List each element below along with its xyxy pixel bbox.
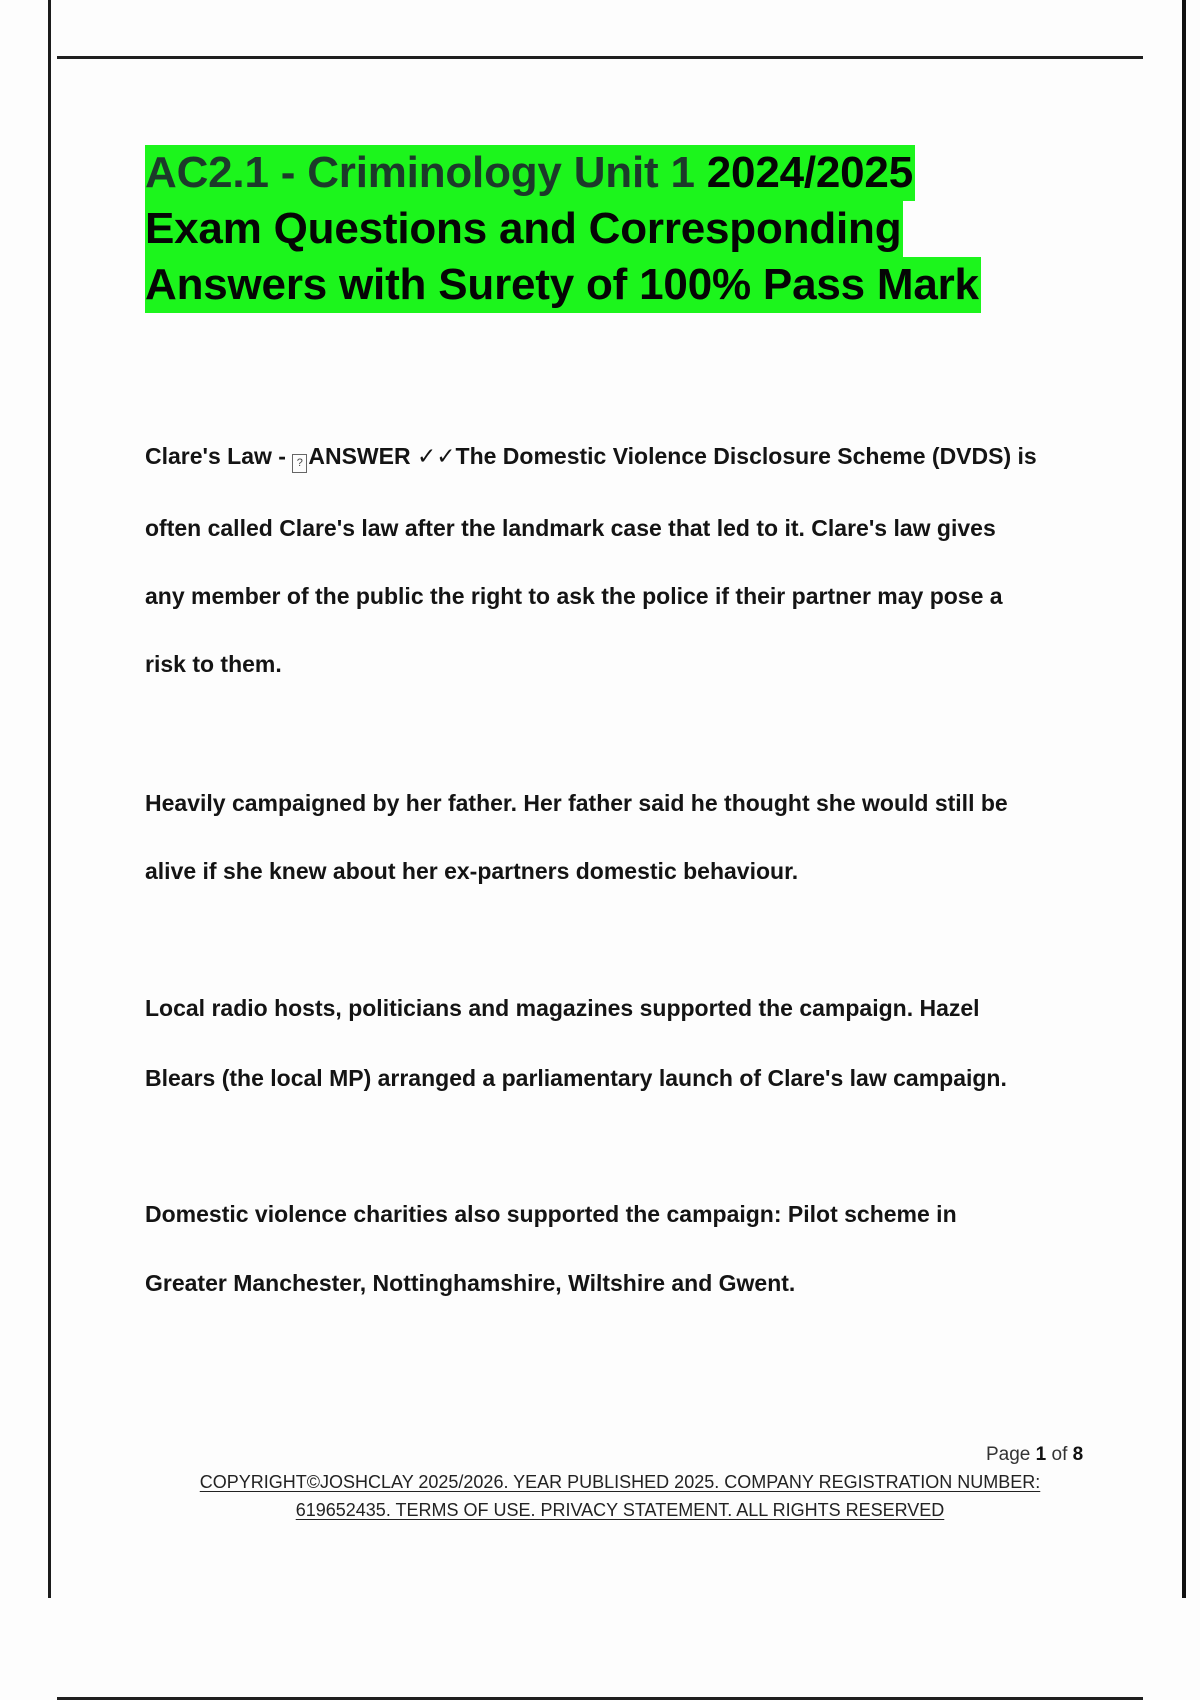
title-year: 2024/2025 [706,148,913,197]
copyright-line-2: 619652435. TERMS OF USE. PRIVACY STATEMENT. ALL RIGHTS RESERVED [295,1500,945,1520]
paragraph-line: alive if she knew about her ex-partners domestic behaviour. [145,858,799,884]
title-highlight: Answers with Surety of 100% Pass Mark [145,257,981,313]
page-label: Page [986,1444,1036,1465]
page-border-left [48,0,51,1598]
paragraph-line: Heavily campaigned by her father. Her father said he thought she would still be [145,790,1008,816]
question-line [145,443,1037,473]
answer-label: ANSWER [308,443,417,469]
document-title [145,145,1105,313]
title-line-1 [145,145,1105,201]
paragraph-line: Domestic violence charities also supported the campaign: Pilot scheme in [145,1201,957,1227]
answer-text: The Domestic Violence Disclosure Scheme (DVDS) is [455,443,1037,469]
copyright-line-1: COPYRIGHT©JOSHCLAY 2025/2026. YEAR PUBLISHED 2025. COMPANY REGISTRATION NUMBER: [199,1472,1041,1492]
title-line-3 [145,257,1105,313]
missing-glyph-icon: ? [292,454,307,473]
page-current: 1 [1035,1444,1047,1465]
double-check-icon: ✓✓ [416,444,456,470]
header-rule [57,56,1143,59]
title-course-code: AC2.1 - Criminology Unit 1 [145,148,707,197]
title-highlight: Exam Questions and Corresponding [145,201,903,257]
title-line-2 [145,201,1105,257]
page-number [986,1444,1083,1466]
page-border-right [1182,0,1186,1598]
answer-line: risk to them. [145,651,282,677]
title-highlight [145,145,915,201]
paragraph-line: Blears (the local MP) arranged a parliamentary launch of Clare's law campaign. [145,1065,1007,1091]
page-of: of [1046,1444,1073,1465]
copyright-notice [160,1468,1080,1524]
answer-line: often called Clare's law after the landmark case that led to it. Clare's law gives [145,515,996,541]
paragraph-line: Local radio hosts, politicians and magazines supported the campaign. Hazel [145,995,980,1021]
answer-line: any member of the public the right to ask the police if their partner may pose a [145,583,1003,609]
question-term: Clare's Law - [145,443,293,469]
page-total: 8 [1072,1444,1084,1465]
paragraph-line: Greater Manchester, Nottinghamshire, Wiltshire and Gwent. [145,1270,796,1296]
